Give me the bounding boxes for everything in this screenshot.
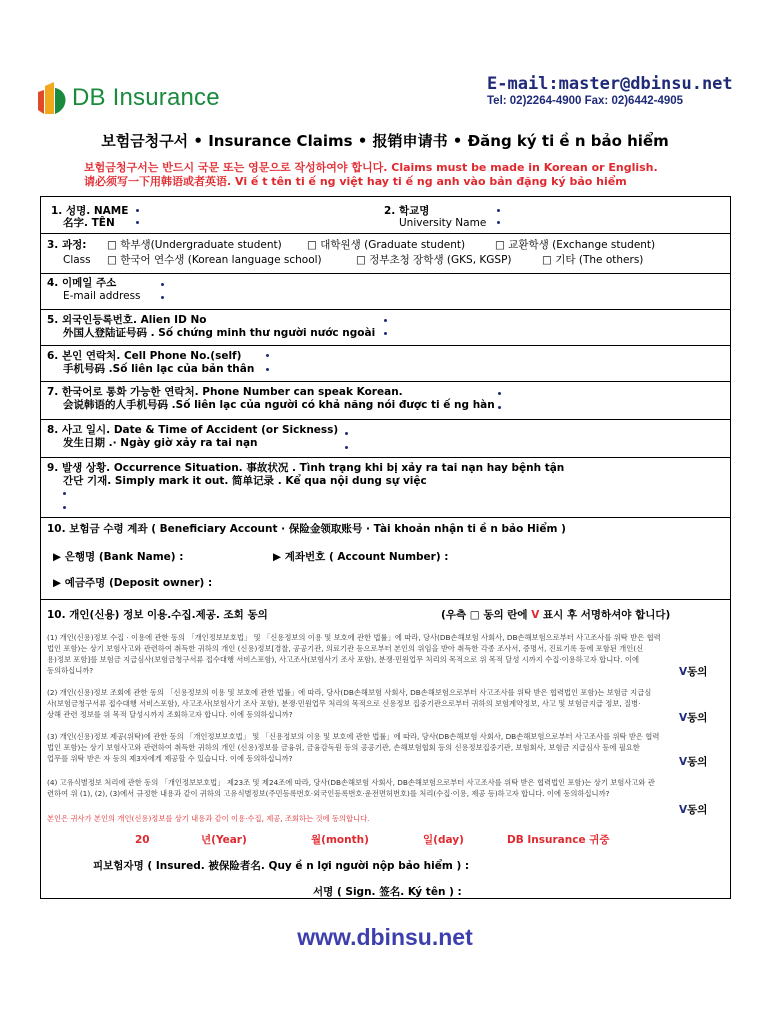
email-section (41, 273, 730, 310)
agree-label: 동의 (687, 804, 708, 816)
consent-1-agree[interactable] (679, 664, 707, 679)
signature-field[interactable]: 서명 ( Sign. 签名. Ký tên ) : (313, 886, 462, 898)
email-address-field-2[interactable] (161, 296, 164, 299)
notice-line-2: 请必须写一下用韩语或者英语. Vi ế t tên ti ế ng việt hay ti ế ng anh vào bản đặng ký bảo hiểm (84, 175, 627, 188)
addressee: DB Insurance 귀중 (507, 834, 610, 846)
notice-line-1: 보험금청구서는 반드시 국문 또는 영문으로 작성하여야 합니다. Claims must be made in Korean or English. (84, 161, 658, 174)
consent-p1-line2: 법인 포함)는 상기 보험사고와 관련하여 취득한 귀하의 개인 (신용)정보[경찰, 공공기관, 의료기관 등으로부터 본인의 위임을 받아 취득한 각종 조사서, 증명서, 진료기록 등에 포함된 개인(신 (47, 644, 644, 653)
consent-p3-line2: 법인 포함)는 상기 보험사고와 관련하여 취득한 귀하의 개인 (신용)정보를 금융위, 금융감독원 등의 공공기관, 손해보험협회 등의 신용정보집중기관, 보험회사, 보험금 지급심사 등에 필요한 (47, 743, 640, 752)
tel-fax: Tel: 02)2264-4900 Fax: 02)6442-4905 (487, 95, 684, 107)
date-day[interactable]: 일(day) (423, 834, 464, 846)
occurrence-field-2[interactable] (63, 506, 66, 509)
university-label-en: University Name (399, 217, 487, 229)
check-mark-icon: V (679, 756, 688, 768)
consent-p4-line1: (4) 고유식별정보 처리에 관한 동의 「개인정보보호법」 제23조 및 제24조에 따라, 당사(DB손해보험 사회사, DB손해보험으로부터 사고조사를 위탁 받은 협력법인 포함)는 상기 보험사고와 관 (47, 778, 655, 787)
consent-instruction-pre: (우측 □ 동의 란에 (441, 609, 528, 621)
consent-p3-line1: (3) 개인(신용)정보 제공(위탁)에 관한 동의 「개인정보보호법」 및 「신용정보의 이용 및 보호에 관한 법률」에 따라, 당사(DB손해보험 사회사, DB손해보험으로부터 사고조사를 위탁 받은 협력 (47, 732, 660, 741)
claim-form (40, 196, 731, 899)
alien-id-field-2[interactable] (384, 332, 387, 335)
date-month[interactable]: 월(month) (311, 834, 369, 846)
agree-label: 동의 (687, 712, 708, 724)
accident-date-field-2[interactable] (345, 446, 348, 449)
name-label-cn: 名字. TÊN (63, 217, 115, 229)
occurrence-section (41, 457, 730, 518)
consent-3-agree[interactable] (679, 754, 707, 769)
university-field-2[interactable] (497, 221, 500, 224)
course-option-gks[interactable]: □ 정부초청 장학생 (GKS, KGSP) (356, 254, 512, 266)
course-label: 3. 과정: (47, 239, 87, 251)
consent-p4-line2: 련하여 위 (1), (2), (3)에서 규정한 내용과 같이 귀하의 고유식별정보(주민등록번호·외국인등록번호·운전면허번호)를 처리(수집·이용, 제공 등)하고자 합니다. 이에 동의하십니까? (47, 789, 610, 798)
bank-name-field[interactable]: ▶ 은행명 (Bank Name) : (53, 551, 184, 563)
email-line (487, 74, 733, 94)
date-year[interactable]: 년(Year) (201, 834, 247, 846)
email-address-label: 4. 이메일 주소 (47, 277, 117, 289)
course-option-language[interactable]: □ 한국어 연수생 (Korean language school) (107, 254, 322, 266)
accident-date-section (41, 419, 730, 458)
consent-4-agree[interactable] (679, 802, 707, 817)
consent-p2-line3: 상해 관련 정보를 위 목적 달성시까지 조회하고자 합니다. 이에 동의하십니까? (47, 710, 293, 719)
course-option-undergraduate[interactable]: □ 학부생(Undergraduate student) (107, 239, 282, 251)
korean-phone-field[interactable] (498, 392, 501, 395)
korean-phone-field-2[interactable] (498, 406, 501, 409)
phone-section (41, 345, 730, 382)
university-label: 2. 학교명 (384, 205, 430, 217)
consent-p1-line1: (1) 개인(신용)정보 수집 · 이용에 관한 동의 「개인정보보호법」 및 「신용정보의 이용 및 보호에 관한 법률」에 따라, 당사(DB손해보험 사회사, DB손해보험으로부터 사고조사를 위탁 받은 협력 (47, 633, 661, 642)
insured-name-field[interactable]: 피보험자명 ( Insured. 被保险者名. Quy ề n lợi người nộp bảo hiểm ) : (93, 860, 470, 872)
korean-phone-label: 7. 한국어로 통화 가능한 연락처. Phone Number can speak Korean. (47, 386, 403, 398)
phone-label: 6. 본인 연락처. Cell Phone No.(self) (47, 350, 242, 362)
consent-p2-line2: 사(보험금청구서류 접수대행 서비스포함), 사고조사(보험사기 조사 포함), 분쟁·민원업무 처리의 목적으로 신용정보 집중기관으로부터 귀하의 보험계약정보, 사고 및 보험금지급 정보, 질병· (47, 699, 641, 708)
agree-label: 동의 (687, 756, 708, 768)
consent-closing: 본인은 귀사가 본인의 개인(신용)정보를 상기 내용과 같이 이용·수집, 제공, 조회하는 것에 동의합니다. (47, 814, 370, 823)
account-number-field[interactable]: ▶ 계좌번호 ( Account Number) : (273, 551, 449, 563)
accident-date-label: 8. 사고 일시. Date & Time of Accident (or Sickness) (47, 424, 339, 436)
logo-text: DB Insurance (72, 84, 220, 111)
deposit-owner-field[interactable]: ▶ 예금주명 (Deposit owner) : (53, 577, 213, 589)
website-url[interactable]: www.dbinsu.net (297, 924, 473, 950)
alien-id-label: 5. 외국인등록번호. Alien ID No (47, 314, 207, 326)
alien-id-label-cn: 外国人登陆证号码 . Số chứng minh thư người nước ngoài (63, 327, 376, 339)
occurrence-field[interactable] (63, 492, 66, 495)
consent-2-agree[interactable] (679, 710, 707, 725)
email-label: E-mail: (487, 74, 559, 94)
name-field-2[interactable] (136, 221, 139, 224)
beneficiary-section (41, 517, 730, 600)
consent-instruction-post: 표시 후 서명하셔야 합니다) (543, 609, 671, 621)
consent-p1-line3: 용)정보 포함]를 보험금 지급심사(보험금청구서류 접수대행 서비스포함), 사고조사(보험사기 조사 포함), 분쟁·민원업무 처리의 목적으로 위 목적 달성 시까지 수집·이용하고자 합니다. 이에 (47, 655, 640, 664)
accident-date-field[interactable] (345, 432, 348, 435)
email-value: master@dbinsu.net (558, 74, 733, 94)
course-option-exchange[interactable]: □ 교환학생 (Exchange student) (495, 239, 656, 251)
check-mark-icon: V (679, 804, 688, 816)
course-option-graduate[interactable]: □ 대학원생 (Graduate student) (307, 239, 466, 251)
consent-title: 10. 개인(신용) 정보 이용.수집.제공. 조회 동의 (47, 609, 268, 621)
occurrence-label-2: 간단 기재. Simply mark it out. 简单记录 . Kể qua nội dung sự việc (63, 475, 427, 487)
course-section (41, 233, 730, 274)
email-address-label-en: E-mail address (63, 290, 141, 302)
db-logo-mark (34, 80, 74, 116)
korean-phone-label-cn: 会说韩语的人手机号码 .Số liên lạc của người có khả năng nói được ti ế ng hàn (63, 399, 495, 411)
check-mark-icon: V (679, 712, 688, 724)
consent-instruction-v: V (531, 609, 540, 621)
consent-instruction (441, 609, 670, 622)
consent-p3-line3: 업무를 위탁 받은 자 등의 제3자에게 제공할 수 있습니다. 이에 동의하십니까? (47, 754, 293, 763)
alien-id-field[interactable] (384, 319, 387, 322)
phone-label-cn: 手机号码 .Số liên lạc của bản thân (63, 363, 255, 375)
check-mark-icon: V (679, 666, 688, 678)
name-label: 1. 성명. NAME (51, 205, 129, 217)
email-address-field[interactable] (161, 283, 164, 286)
beneficiary-title: 10. 보험금 수령 계좌 ( Beneficiary Account · 保险金领取账号 · Tài khoản nhận ti ề n bảo Hiểm ) (47, 523, 566, 535)
consent-section (41, 599, 730, 899)
university-field[interactable] (497, 209, 500, 212)
accident-date-label-cn: 发生日期 .· Ngày giờ xảy ra tai nạn (63, 437, 258, 449)
alien-id-section (41, 309, 730, 346)
course-option-others[interactable]: □ 기타 (The others) (542, 254, 644, 266)
occurrence-label: 9. 발생 상황. Occurrence Situation. 事故状况 . Tình trạng khi bị xảy ra tai nạn hay bệnh tận (47, 462, 565, 474)
phone-field[interactable] (266, 354, 269, 357)
class-label: Class (63, 254, 91, 266)
korean-phone-section (41, 381, 730, 420)
page-title: 보험금청구서 • Insurance Claims • 报销申请书 • Đăng ký ti ề n bảo hiểm (101, 132, 669, 150)
name-field[interactable] (136, 209, 139, 212)
agree-label: 동의 (687, 666, 708, 678)
consent-p2-line1: (2) 개인(신용)정보 조회에 관한 동의 「신용정보의 이용 및 보호에 관한 법률」에 따라, 당사(DB손해보험 사회사, DB손해보험으로부터 사고조사를 위탁 받은 협력법인 포함)는 보험금 지급심 (47, 688, 652, 697)
consent-p1-line4: 동의하십니까? (47, 666, 94, 675)
date-year-prefix: 20 (135, 834, 150, 846)
phone-field-2[interactable] (266, 368, 269, 371)
